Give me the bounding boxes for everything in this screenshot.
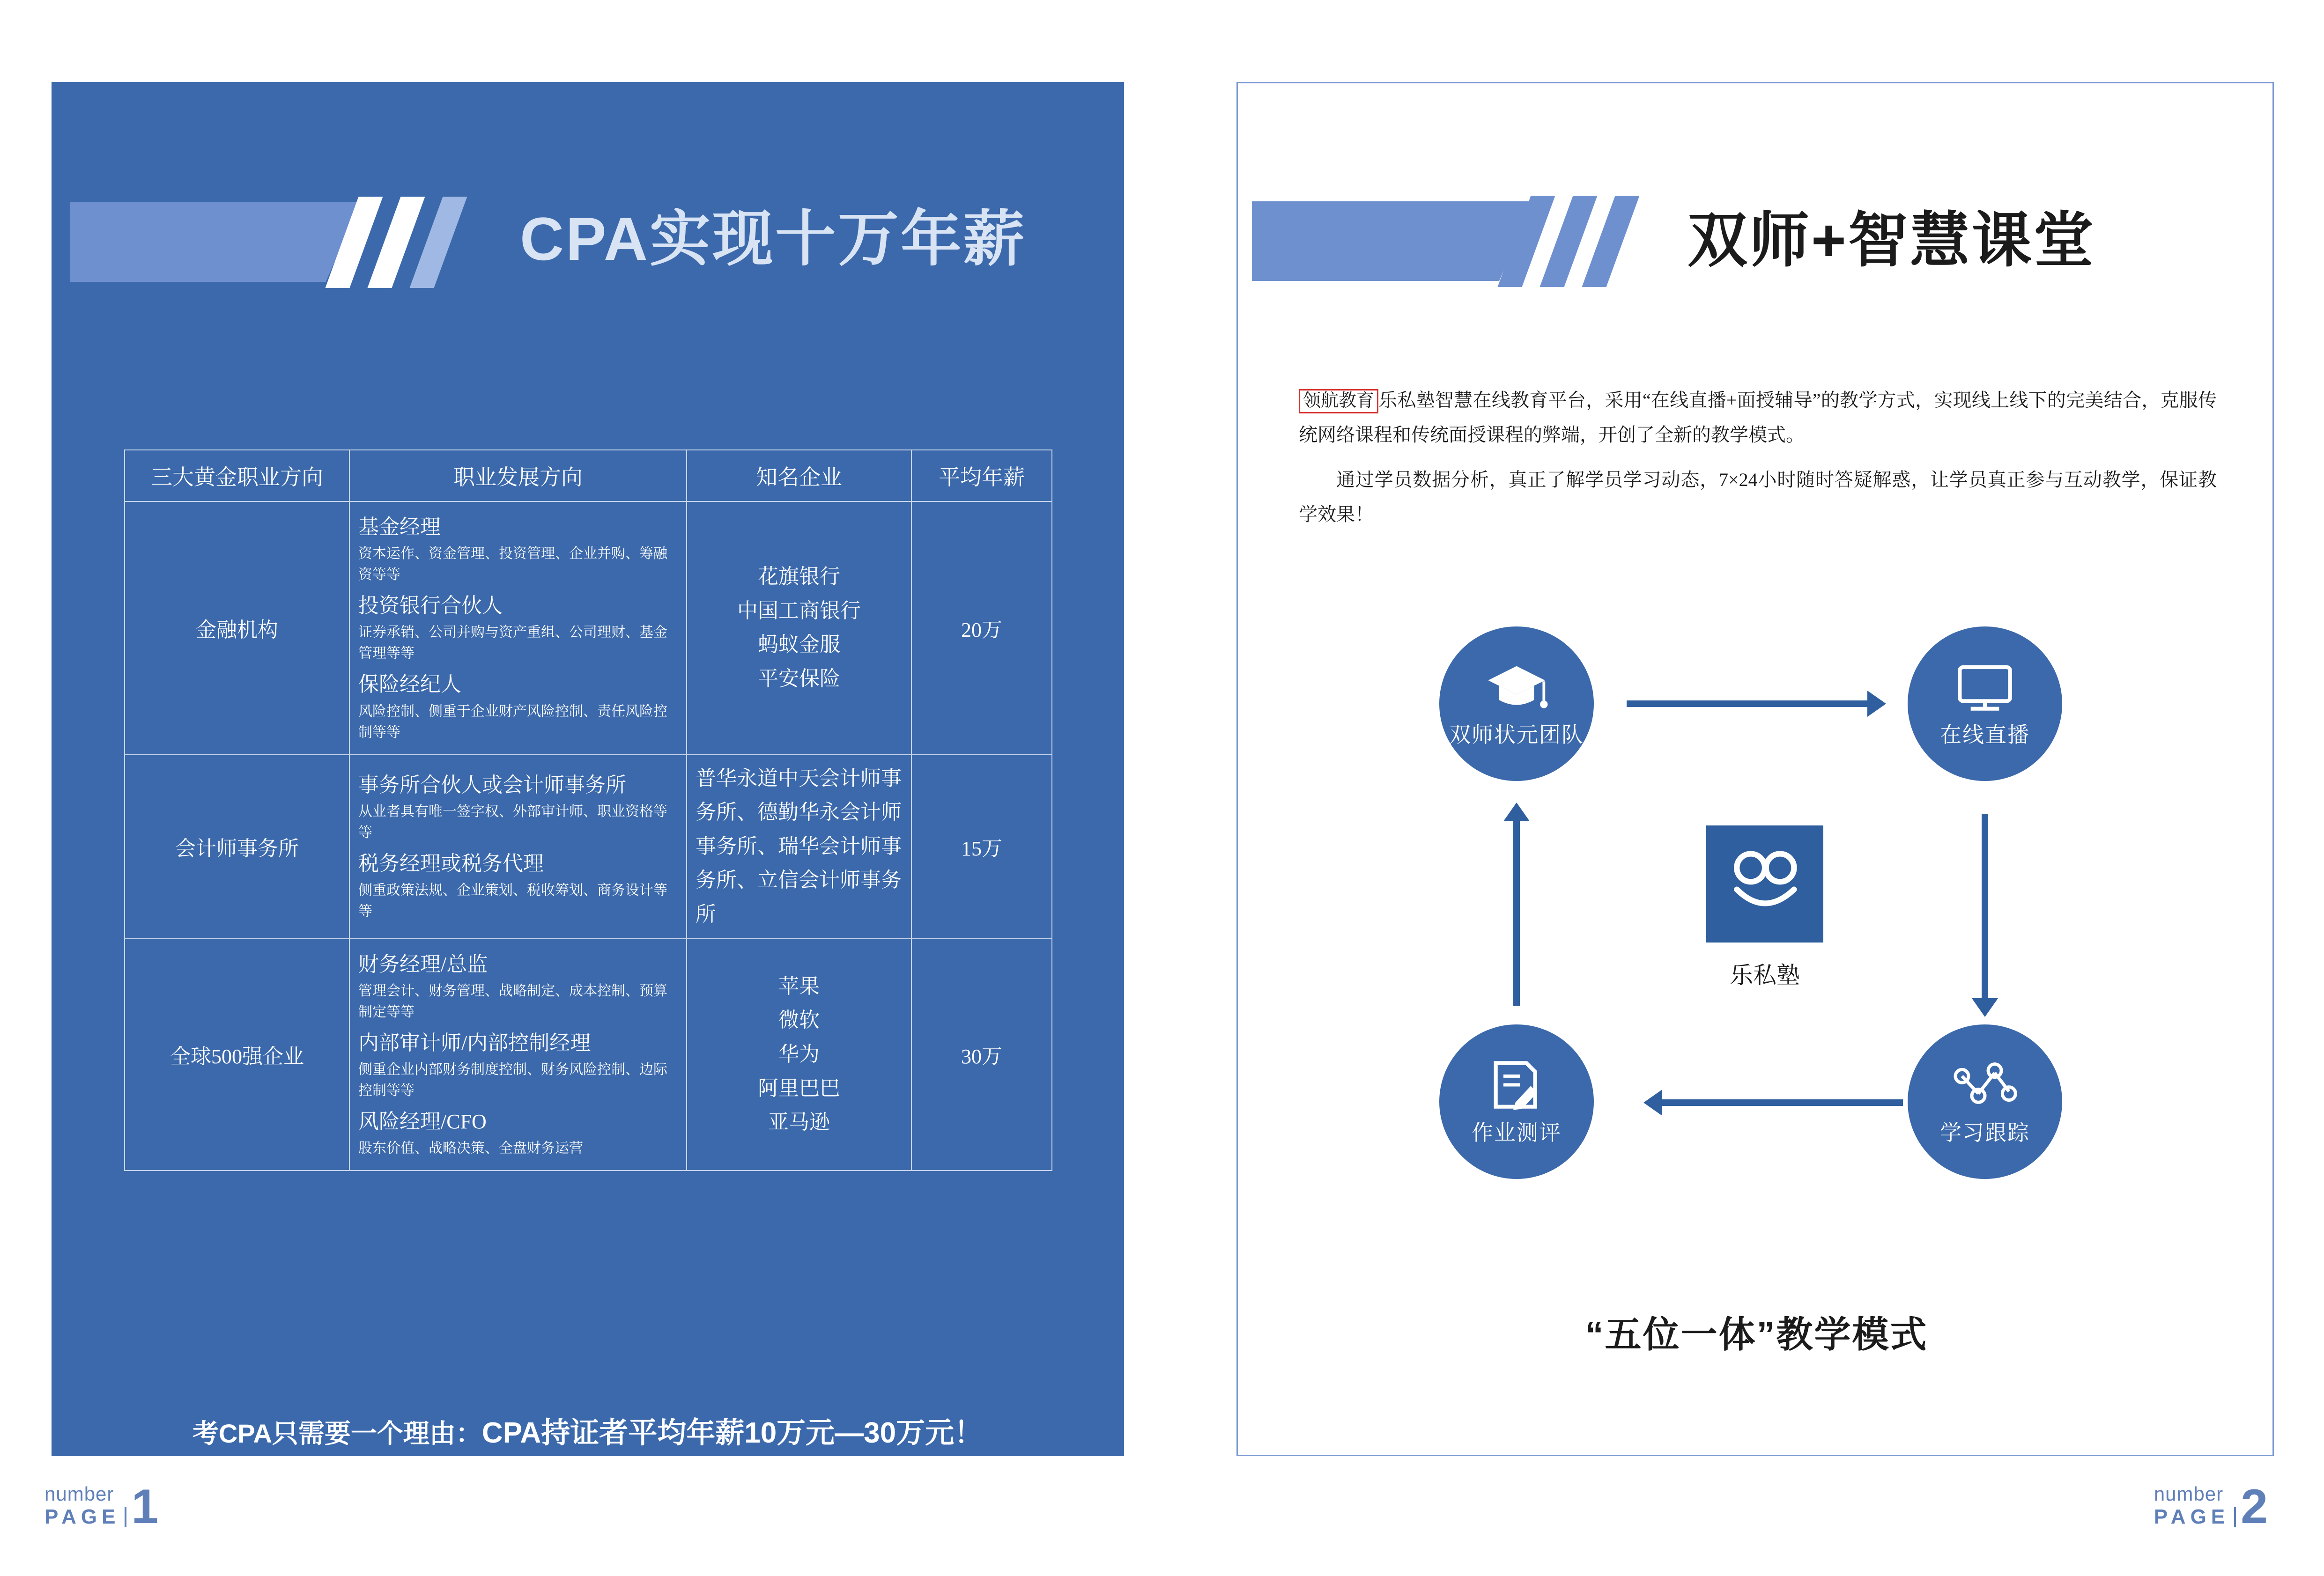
slash-decoration-icon bbox=[1505, 196, 1664, 289]
firm-name: 亚马逊 bbox=[768, 1111, 830, 1134]
node-label: 作业测评 bbox=[1472, 1120, 1562, 1145]
page-title: CPA实现十万年薪 bbox=[520, 205, 1026, 273]
career-table-wrapper bbox=[124, 449, 1051, 1171]
direction-desc: 股东价值、战略决策、全盘财务运营 bbox=[358, 1141, 583, 1156]
banner-bar-shape bbox=[70, 202, 361, 282]
table-row bbox=[125, 939, 1052, 1171]
diagram-node-homework-assessment bbox=[1439, 1024, 1594, 1179]
left-title-banner bbox=[52, 192, 1124, 293]
firm-name: 平安保险 bbox=[758, 667, 840, 690]
paragraph-two: 通过学员数据分析，真正了解学员学习动态，7×24小时随时答疑解惑，让学员真正参与互动教学，保证教学效果！ bbox=[1299, 469, 2217, 525]
page-number-right bbox=[2154, 1479, 2268, 1534]
firm-name: 花旗银行 bbox=[758, 565, 840, 589]
footer-prefix: 考CPA只需要一个理由： bbox=[192, 1419, 482, 1448]
cell-salary: 20万 bbox=[911, 501, 1052, 755]
column-header-category: 三大黄金职业方向 bbox=[125, 450, 349, 501]
network-graph-icon bbox=[1952, 1057, 2018, 1113]
direction-title: 内部审计师/内部控制经理 bbox=[358, 1031, 591, 1054]
direction-title: 保险经纪人 bbox=[358, 673, 461, 696]
direction-desc: 风险控制、侧重于企业财产风险控制、责任风险控制等等 bbox=[358, 703, 667, 740]
table-row bbox=[125, 755, 1052, 939]
firm-name: 苹果 bbox=[778, 974, 820, 998]
direction-title: 风险经理/CFO bbox=[358, 1110, 487, 1133]
brand-highlight-box: 领航教育 bbox=[1299, 389, 1378, 413]
direction-desc: 从业者具有唯一签字权、外部审计师、职业资格等等 bbox=[358, 804, 667, 841]
node-label: 双师状元团队 bbox=[1449, 722, 1584, 747]
left-footer-slogan bbox=[52, 1409, 1124, 1451]
cell-direction bbox=[349, 939, 687, 1171]
node-label: 在线直播 bbox=[1940, 722, 2030, 747]
cell-firms bbox=[687, 501, 911, 755]
direction-desc: 证券承销、公司并购与资产重组、公司理财、基金管理等等 bbox=[358, 625, 667, 662]
page-digit: 2 bbox=[2241, 1479, 2268, 1534]
monitor-icon bbox=[1952, 659, 2018, 715]
cell-category: 全球500强企业 bbox=[125, 939, 349, 1171]
firm-name: 华为 bbox=[778, 1043, 820, 1066]
firm-name: 阿里巴巴 bbox=[758, 1076, 840, 1100]
direction-desc: 管理会计、财务管理、战略制定、成本控制、预算制定等等 bbox=[358, 983, 667, 1020]
direction-desc: 侧重企业内部财务制度控制、财务风险控制、边际控制等等 bbox=[358, 1061, 667, 1098]
direction-title: 基金经理 bbox=[358, 516, 441, 538]
page-label: PAGE bbox=[44, 1507, 126, 1527]
firm-name: 中国工商银行 bbox=[737, 599, 861, 622]
page-number-word: number bbox=[44, 1483, 114, 1505]
arrow-left-up-icon bbox=[1513, 818, 1520, 1006]
paragraph-one-text: 乐私塾智慧在线教育平台，采用“在线直播+面授辅导”的教学方式，实现线上线下的完美结合，克服传统网络课程和传统面授课程的弊端，开创了全新的教学模式。 bbox=[1299, 390, 2217, 445]
cell-salary: 30万 bbox=[911, 939, 1052, 1171]
diagram-node-dual-teacher bbox=[1439, 626, 1594, 781]
table-row bbox=[125, 501, 1052, 755]
page-number-word: number bbox=[2154, 1483, 2224, 1505]
direction-desc: 侧重政策法规、企业策划、税收筹划、商务设计等等 bbox=[358, 883, 667, 920]
cell-salary: 15万 bbox=[911, 755, 1052, 939]
firm-name: 蚂蚁金服 bbox=[758, 633, 840, 656]
career-salary-table bbox=[124, 449, 1052, 1171]
direction-title: 财务经理/总监 bbox=[358, 952, 488, 976]
cell-firms bbox=[687, 939, 911, 1171]
table-header-row bbox=[125, 450, 1052, 501]
arrow-right-down-icon bbox=[1982, 814, 1988, 1001]
arrow-bottom-left-icon bbox=[1659, 1099, 1903, 1106]
direction-desc: 资本运作、资金管理、投资管理、企业并购、筹融资等等 bbox=[358, 546, 667, 583]
node-label: 学习跟踪 bbox=[1940, 1120, 2030, 1145]
column-header-salary: 平均年薪 bbox=[911, 450, 1052, 501]
slash-decoration-icon bbox=[333, 197, 501, 290]
diagram-node-live-streaming bbox=[1908, 626, 2062, 781]
teaching-model-diagram bbox=[1238, 612, 2275, 1277]
diagram-node-learning-tracking bbox=[1908, 1024, 2062, 1179]
cell-direction bbox=[349, 755, 687, 939]
cell-firms: 普华永道中天会计师事务所、德勤华永会计师事务所、瑞华会计师事务所、立信会计师事务所 bbox=[687, 755, 911, 939]
page-digit: 1 bbox=[131, 1479, 159, 1534]
column-header-direction: 职业发展方向 bbox=[349, 450, 687, 501]
document-pencil-icon bbox=[1484, 1057, 1549, 1113]
intro-paragraphs bbox=[1299, 383, 2217, 542]
firm-name: 微软 bbox=[778, 1009, 820, 1032]
page-label: PAGE bbox=[2154, 1507, 2236, 1527]
paragraph-one bbox=[1299, 383, 2217, 452]
left-page-panel bbox=[52, 82, 1124, 1456]
center-logo-tile bbox=[1706, 825, 1823, 943]
cell-direction bbox=[349, 501, 687, 755]
cell-category: 金融机构 bbox=[125, 501, 349, 755]
footer-main: CPA持证者平均年薪10万元—30万元！ bbox=[481, 1417, 984, 1449]
right-page-panel bbox=[1236, 82, 2274, 1456]
page-title: 双师+智慧课堂 bbox=[1687, 207, 2095, 274]
direction-title: 投资银行合伙人 bbox=[358, 594, 503, 618]
arrow-top-right-icon bbox=[1627, 700, 1870, 707]
banner-bar-shape bbox=[1252, 201, 1533, 281]
smiley-face-icon bbox=[1720, 839, 1809, 930]
graduation-cap-icon bbox=[1484, 659, 1549, 715]
cell-category: 会计师事务所 bbox=[125, 755, 349, 939]
page-number-left bbox=[44, 1479, 159, 1534]
direction-title: 税务经理或税务代理 bbox=[358, 852, 544, 876]
right-page bbox=[1162, 0, 2324, 1576]
teaching-mode-caption: “五位一体”教学模式 bbox=[1585, 1314, 1928, 1355]
right-title-banner bbox=[1238, 191, 2275, 292]
column-header-firms: 知名企业 bbox=[687, 450, 911, 501]
center-logo-label: 乐私塾 bbox=[1730, 962, 1800, 988]
direction-title: 事务所合伙人或会计师事务所 bbox=[358, 773, 626, 796]
